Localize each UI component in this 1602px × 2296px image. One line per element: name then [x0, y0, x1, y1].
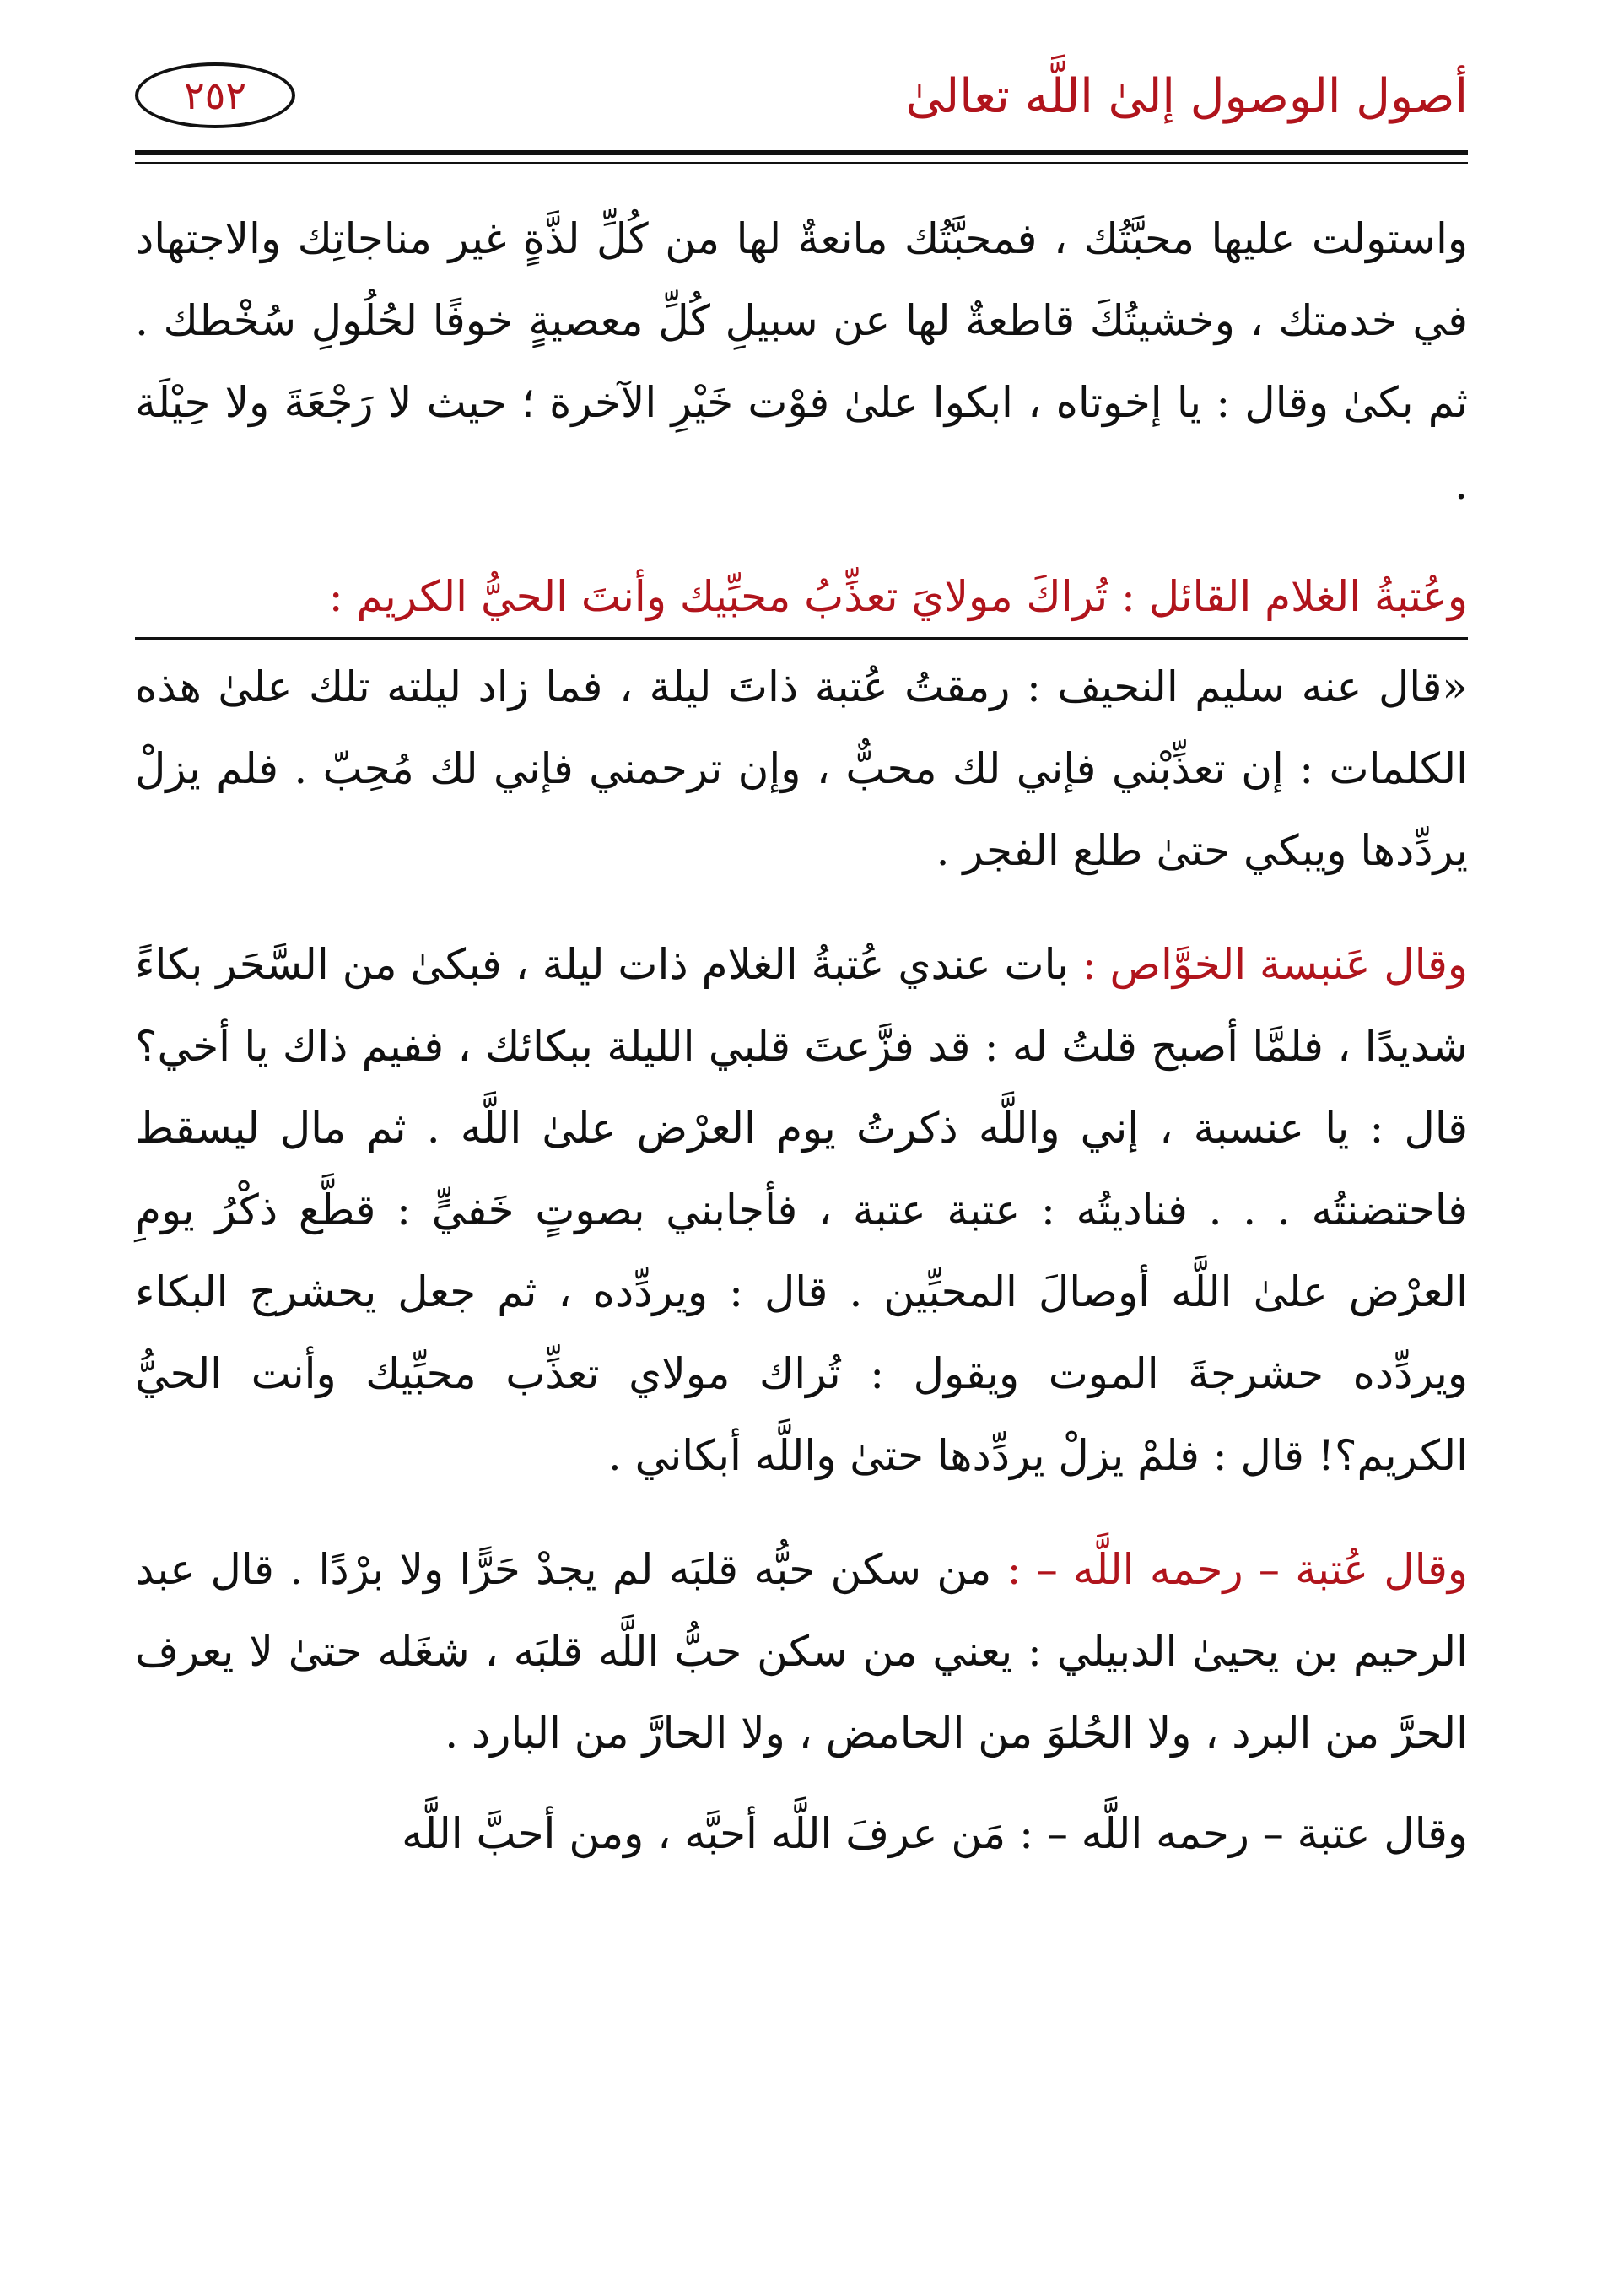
- paragraph-3-text: بات عندي عُتبةُ الغلام ذات ليلة ، فبكىٰ من السَّحَر بكاءً شديدًا ، فلمَّا أصبح قلتُ له : قد فزَّعتَ قلبي الليلة ببكائك ، ففيم ذاك يا أخي؟ قال : يا عنسبة ، إني واللَّه ذكرتُ يوم العرْض علىٰ اللَّه . ثم مال ليسقط فاحتضنتُه . . . فناديتُه : عتبة عتبة ، فأجابني بصوتٍ خَفيٍّ : قطَّع ذكْرُ يومِ العرْض علىٰ اللَّه أوصالَ المحبِّين . قال : ويردِّده ، ثم جعل يحشرج البكاء ويردِّده حشرجةَ الموت ويقول : تُراك مولاي تعذِّب محبِّيك وأنت الحيُّ الكريم؟! قال : فلمْ يزلْ يردِّدها حتىٰ واللَّه أبكاني .: [135, 940, 1468, 1480]
- header-rule-thin: [135, 162, 1468, 164]
- paragraph-5: وقال عتبة – رحمه اللَّه – : مَن عرفَ اللَّه أحبَّه ، ومن أحبَّ اللَّه: [402, 1809, 1468, 1858]
- paragraph-4: [135, 1529, 1468, 1775]
- paragraph-2: «قال عنه سليم النحيف : رمقتُ عُتبة ذاتَ ليلة ، فما زاد ليلته تلك علىٰ هذه الكلمات : إن تعذِّبْني فإني لك محبٌّ ، وإن ترحمني فإني لك مُحِبّ . فلم يزلْ يردِّدها ويبكي حتىٰ طلع الفجر .: [135, 662, 1468, 875]
- page-body: [135, 198, 1468, 1875]
- page-number: ٢٥٢: [135, 62, 295, 128]
- page-header: [135, 51, 1468, 152]
- book-page: [135, 51, 1468, 2245]
- paragraph-3: [135, 924, 1468, 1497]
- running-title: أصول الوصول إلىٰ اللَّه تعالىٰ: [905, 69, 1468, 124]
- header-rule-thick: [135, 150, 1468, 155]
- paragraph-3-lead: وقال عَنبسة الخوَّاص :: [1081, 940, 1468, 989]
- paragraph-1: واستولت عليها محبَّتُك ، فمحبَّتُك مانعةٌ لها من كُلِّ لذَّةٍ غير مناجاتِك والاجتهاد في خدمتك ، وخشيتُكَ قاطعةٌ لها عن سبيلِ كُلِّ معصيةٍ خوفًا لحُلُولِ سُخْطك . ثم بكىٰ وقال : يا إخوتاه ، ابكوا علىٰ فوْت خَيْرِ الآخرة ؛ حيث لا رَجْعَةَ ولا حِيْلَة .: [135, 214, 1468, 509]
- paragraph-4-lead: وقال عُتبة – رحمه اللَّه – :: [1006, 1545, 1468, 1594]
- section-heading: وعُتبةُ الغلام القائل : تُراكَ مولايَ تعذِّبُ محبِّيك وأنتَ الحيُّ الكريم :: [135, 559, 1468, 640]
- paragraph-4-text: من سكن حبُّه قلبَه لم يجدْ حَرًّا ولا برْدًا . قال عبد الرحيم بن يحيىٰ الدبيلي : يعني من سكن حبُّ اللَّه قلبَه ، شغَله حتىٰ لا يعرف الحرَّ من البرد ، ولا الحُلوَ من الحامض ، ولا الحارَّ من البارد .: [135, 1545, 1468, 1758]
